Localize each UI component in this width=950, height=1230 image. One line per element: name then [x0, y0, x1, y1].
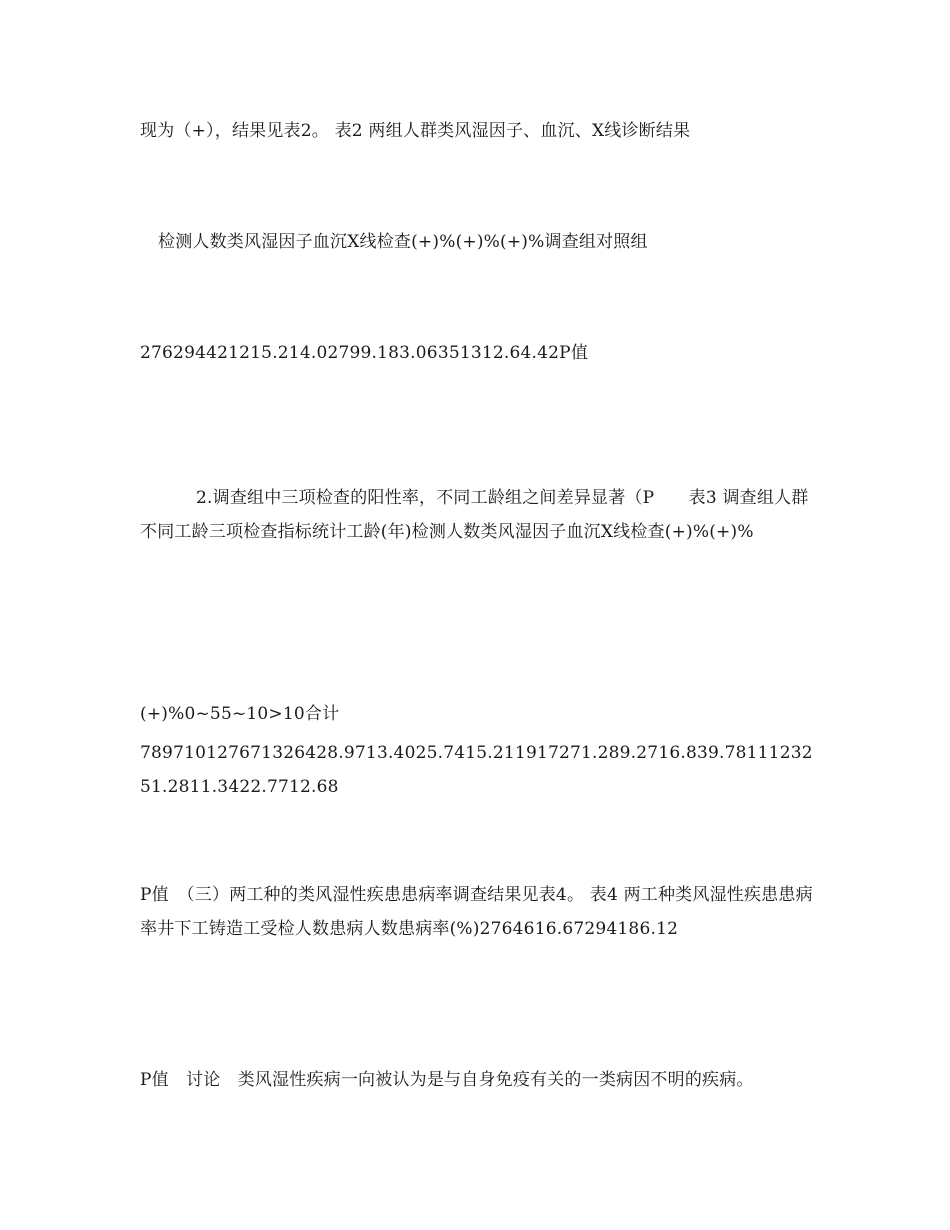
text-line-table2-intro: 现为（+），结果见表2。 表2 两组人群类风湿因子、血沉、X线诊断结果: [140, 121, 691, 141]
text-paragraph-table3-intro: 2.调查组中三项检查的阳性率，不同工龄组之间差异显著（P 表3 调查组人群不同工龄三项检查指标统计工龄(年)检测人数类风湿因子血沉X线检查(+)%(+)%: [140, 488, 809, 542]
text-line-table3-values: 789710127671326428.9713.4025.7415.211917271.289.2716.839.7811123251.2811.3422.7712.68: [140, 743, 813, 797]
text-paragraph-table4: P值 （三）两工种的类风湿性疾患患病率调查结果见表4。 表4 两工种类风湿性疾患患病率井下工铸造工受检人数患病人数患病率(%)2764616.67294186.12: [140, 885, 813, 939]
text-line-table3-header: (+)%0~55~10>10合计: [140, 704, 340, 724]
text-line-table2-values: 276294421215.214.02799.183.06351312.64.42P值: [140, 343, 589, 363]
text-line-table2-header: 检测人数类风湿因子血沉X线检查(+)%(+)%(+)%调查组对照组: [158, 232, 648, 252]
text-line-discussion: P值 讨论 类风湿性疾病一向被认为是与自身免疫有关的一类病因不明的疾病。: [140, 1070, 754, 1090]
